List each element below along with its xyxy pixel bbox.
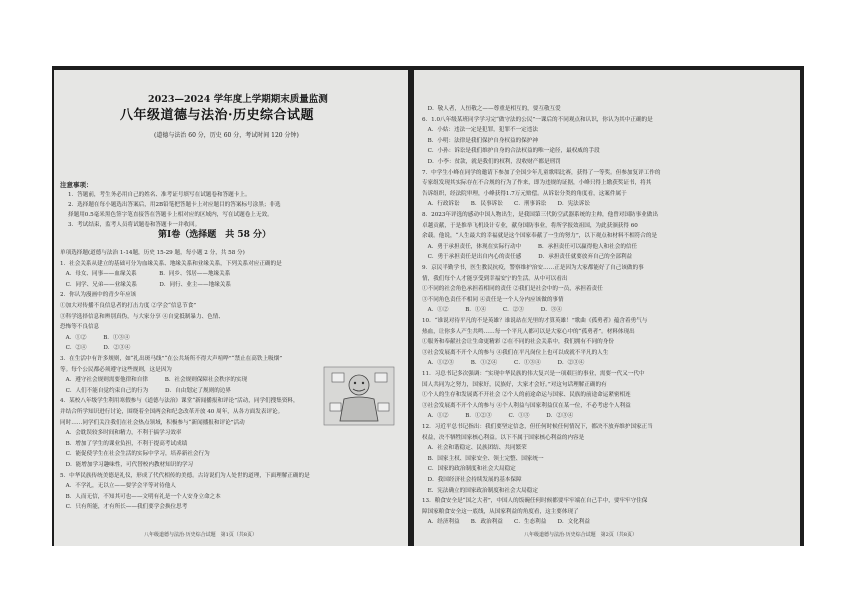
question-line: A．小姑：违法一定是犯罪，犯罪不一定违法 (422, 127, 538, 134)
section-title: 第Ⅰ卷（选择题 共 58 分） (158, 230, 272, 240)
question-line: ①服务和奉献社会让生命更精彩 ②在不同的社会关系中，我们拥有不同的身份 (422, 339, 614, 346)
cartoon-illustration (322, 365, 396, 427)
question-line: 12．习近平总书记指出：我们要坚定信念，但任何时候任何情况下，都决不放弃维护国家正当 (422, 424, 653, 430)
question-line: A．母女、同事——血缘关系 B．同乡、邻居——地缘关系 (60, 271, 231, 278)
question-line: A．经济利益 B．政治利益 C．生态利益 D．文化利益 (422, 519, 590, 526)
question-line: 卓越贡献，于是推举飞机设计专业，献身国防事业，将所学报效祖国，为此获颁获得 60 (422, 222, 638, 229)
question-line: A．①②③ B．①②④ C．①③④ D．②③④ (422, 360, 585, 367)
question-line: 10．“谁说对待平凡的不是英雄？谁说站在光里的才算英雄！”歌曲《孤勇者》蕴含着勇气与 (422, 318, 648, 324)
question-line: C．人们不能自觉约束自己的行为 D．自由划定了规则的边界 (60, 387, 231, 394)
right-exam-page (414, 70, 800, 546)
question-line: ①加大对传播不良信息者的打击力度 ②学会“信息节食” (60, 303, 197, 309)
question-line: 11．习总书记多次强调：“实现中华民族的伟大复兴是一项艰巨的事业，需要一代又一代中 (422, 371, 645, 377)
question-line: 9．京民半勤学书，医生教民抗疫，警察维护治安……正是因为大家都能好了自己该做的事 (422, 265, 644, 271)
exam-title: 八年级道德与法治·历史综合试题 (120, 108, 315, 123)
question-line: 3．在生活中有许多规则，如“扎出斑马线”“在公共场所不得大声喧哗”“禁止在高铁上吸烟” (60, 356, 283, 362)
question-line: A．会耽误较多时间和精力，不利于搞学习效率 (60, 430, 182, 437)
left-exam-page (54, 70, 408, 546)
question-line: C．勇于承担责任是出自内心的责任感 D．承担责任就要放弃自己的全部利益 (422, 254, 633, 261)
question-line: B．小明：法律是我们保护自身权益的保护神 (422, 137, 538, 144)
question-line: D．能增加学习趣味性，可代替校内教材知识的学习 (60, 462, 194, 468)
question-line: 告诉组织，经法院审理，小峰获得1.7万元赔偿。从诉讼分类的角度看，这案件属于 (422, 190, 627, 197)
question-line: 4．某校八年级学生利用寒假参与《道德与法治》课堂“新闻播报和评论”活动，同学们搜集资料， (60, 398, 299, 405)
right-page-footer: 八年级道德与法治·历史综合试题 第2页（共8页） (524, 532, 637, 538)
question-line: A．社会和谐稳定、民族团结、共同繁荣 (422, 445, 527, 452)
question-line: D．敬人者，人恒敬之——尊重是相互的，要互敬互爱 (422, 106, 561, 112)
notice-title: 注意事项： (60, 181, 93, 189)
question-line: 并结合所学知识进行讨论，围绕着全国两会和纪念改革开放 40 周年，从各方面发表评论。 (60, 409, 284, 415)
question-line: 专家组发现其实际存在不合规的行为了作来，即为违规的证据，小峰只得上缴获奖证书，将其 (422, 180, 652, 187)
question-line: 3．考试结束，监考人员将试题卷和答题卡一并收回。 (68, 222, 201, 228)
question-line: A．不学礼，无以立——要学会平等对待他人 (60, 483, 176, 490)
question-line: 1．答题前，考生务必用自己的姓名、准考证号填写在试题卷和答题卡上。 (68, 192, 251, 198)
question-line: A．①② B．①②③ C．①③ D．②③④ (422, 413, 574, 420)
question-line: B．国家主权、国家安全、领土完整、国家统一 (422, 455, 544, 462)
question-line: ①不同的社会角色承担着相同的责任 ②我们是社会中的一员，承担着责任 (422, 286, 603, 293)
question-line: 择题用0.5毫米黑色签字笔直接答在答题卡上相对应的区域内，写在试题卷上无效。 (68, 212, 273, 218)
question-line: 2．你认为漫画中的青少年应该 (60, 292, 137, 299)
question-line: 7．中学生小峰在同学的邀请下参加了全国少年儿童歌唱比赛，获得了一等奖。但参加复评工作的 (422, 169, 661, 176)
question-line: C．国家的政治制度和社会大局稳定 (422, 466, 516, 473)
question-line: ①个人的生存和发展离不开社会 ②个人的前途命运与国家、民族的前途命运紧密相连 (422, 392, 631, 399)
question-line: 2．选择题在每小题选出答案后，用2B铅笔把答题卡上对应题目的答案标号涂黑；非选 (68, 202, 281, 208)
question-line: A．勇于承担责任，体现在实际行动中 B．承担责任可以赢得他人和社会的信任 (422, 243, 638, 250)
question-line: A．遵守社会规则需要他律和自律 B．社会规则保障社会秩序的实现 (60, 377, 248, 384)
question-line: C．同学、兄弟——业缘关系 D．同行、业主——地缘关系 (60, 281, 231, 288)
question-line: ③社会发展离不开个人的参与 ④个人利益与国家利益仅在某一位，不必考虑个人利益 (422, 402, 631, 409)
question-line: C．小孙：诉讼是我们维护自身的合法权益的唯一途径，最权威的手段 (422, 148, 600, 155)
question-line: C．能促使学生在社会生活的实际中学习，培养新社会行为 (60, 451, 210, 458)
question-line: ③不同角色责任不相同 ④责任是一个人分内应该做的事情 (422, 296, 564, 303)
question-line: 8．2023年评选的感动中国人物出生，是我国第三代防空武器系统的主帅，他曾对国防事业做出 (422, 212, 658, 218)
question-line: E．宪法确立的国家政治制度和社会大局稳定 (422, 487, 538, 494)
question-line: A．①② B．①③④ (60, 334, 130, 341)
question-line: 国人共同为之努力，国家好，民族好，大家才会好。”对这句话理解正确的有 (422, 381, 607, 388)
question-line: 余载。他说，“人生最大的幸福就是这个国家奉献了一生的努力”，以下观点和材料不相符合的是 (422, 233, 658, 240)
question-line: 13．粮食安全是“国之大者”，中国人的饭碗任何时候都要牢牢端在自己手中，要牢牢守住保 (422, 498, 648, 505)
question-line: C．②④ D．②③④ (60, 345, 131, 352)
left-page-footer: 八年级道德与法治·历史综合试题 第1页（共8页） (144, 532, 257, 538)
question-line: B．增加了学生的课业负担，不利于提高考试成绩 (60, 440, 188, 447)
question-line: 等。每个公民都必须遵守这些规则，这是因为 (60, 366, 172, 373)
question-line: 热血，让你多人产生共鸣……每一个平凡人都可以是大家心中的“孤勇者”。材料体现出 (422, 328, 635, 335)
question-line: ③社会发展离不开个人的参与 ④我们在平凡岗位上也可以成就不平凡的人生 (422, 349, 609, 356)
question-line: 单项选择题(道德与法治 1-14题，历史 15-29 题，每小题 2 分，共 58 分) (60, 250, 245, 256)
question-line: 情，我们每个人才能享受到幸福安宁的生活。从中可以看出 (422, 275, 568, 282)
question-line: 6．1.0八年级某班同学学习完“做守法的公民”一课后的不同观点和认识，你认为其中正确的是 (422, 116, 653, 123)
question-line: 恐怖等不良信息 (60, 324, 100, 331)
question-line: D．小李：贫款，就是我们的权利，没收财产都是刑罚 (422, 159, 561, 165)
question-line: C．只有所能，才有所长——我们要学会换位思考 (60, 504, 188, 511)
question-line: 5．中华民族传统美德是礼仪，形成了代代相传的美德。古诗说们为人处世的道理，下面理解正确的是 (60, 472, 310, 479)
question-line: 障国家粮食安全这一底线，从国家利益的角度看，这主要体现了 (422, 508, 579, 515)
question-line: ③科学选择信息和辨别真伪，与大家分享 ④自觉抵制暴力、色情、 (60, 313, 224, 320)
question-line: 1．社会关系从建立的基础可分为血缘关系、地缘关系和业缘关系，下列关系对应正确的是 (60, 260, 282, 267)
question-line: 权益，决不牺牲国家核心利益。以下不属于国家核心利益的内容是 (422, 434, 585, 441)
question-line: 同时……同学们关注我们在社会热点领域，积极参与“新闻播报和评论”活动 (60, 419, 245, 426)
exam-info: (道德与法治 60 分，历史 60 分，考试时间 120 分钟) (154, 132, 299, 139)
question-line: A．①② B．①④ C．②③ D．③④ (422, 307, 562, 314)
question-line: A．行政诉讼 B．民事诉讼 C．刑事诉讼 D．宪法诉讼 (422, 201, 590, 208)
exam-year-heading: 2023—2024 学年度上学期期末质量监测 (148, 94, 328, 105)
question-line: D．我国经济社会持续发展的基本保障 (422, 477, 522, 483)
question-line: B．人而无信，不知其可也——文明有礼是一个人安身立命之本 (60, 493, 221, 500)
